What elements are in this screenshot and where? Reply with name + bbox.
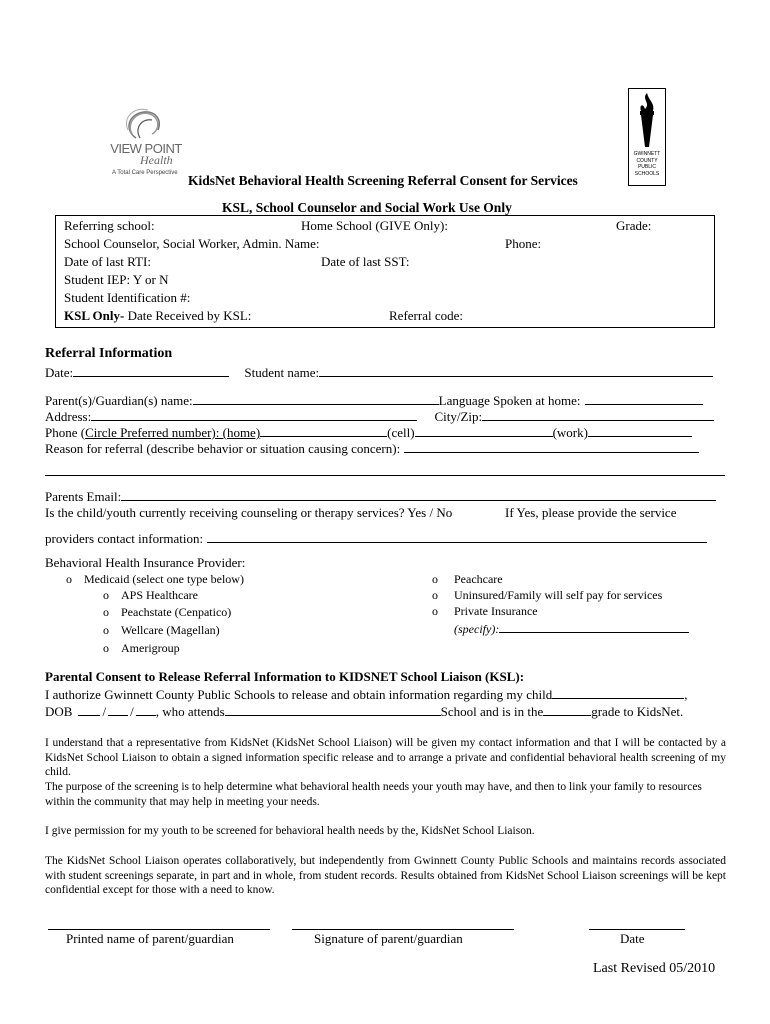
referring-school-label: Referring school: xyxy=(64,218,155,233)
ksl-only-label: KSL Only- xyxy=(64,308,125,323)
student-id-label: Student Identification #: xyxy=(64,290,191,305)
gwinnett-logo xyxy=(628,88,666,186)
consent-paragraph-1: I understand that a representative from KidsNet (KidsNet School Liaison) will be given my contact information and that I will be contacted by a KidsNet School Liaison to obtain a signed information specific release and to arrange a private and confidential behavioral health screening of my child. xyxy=(45,737,726,778)
address-row xyxy=(45,408,770,425)
email-row xyxy=(45,488,770,505)
work-phone-field[interactable] xyxy=(588,424,692,437)
phone-circle-label: Circle Preferred number): (home) xyxy=(85,425,261,440)
option-bullet: o xyxy=(66,572,72,586)
signature-line[interactable] xyxy=(292,929,514,930)
page-subtitle: KSL, School Counselor and Social Work Use Only xyxy=(222,200,512,215)
option-label: Peachstate (Cenpatico) xyxy=(121,605,232,619)
signature-date-label: Date xyxy=(620,931,645,946)
page-title: KidsNet Behavioral Health Screening Referral Consent for Services xyxy=(188,173,578,188)
viewpoint-name: VIEW POINT xyxy=(110,141,182,156)
option-bullet: o xyxy=(103,641,109,655)
viewpoint-tagline: A Total Care Perspective xyxy=(112,170,178,176)
reason-line-2[interactable] xyxy=(45,475,725,476)
date-sst-label: Date of last SST: xyxy=(321,254,410,269)
option-label: Uninsured/Family will self pay for services xyxy=(454,588,663,602)
option-bullet: o xyxy=(432,572,438,586)
consent-heading: Parental Consent to Release Referral Information to KIDSNET School Liaison (KSL): xyxy=(45,669,525,684)
language-field[interactable] xyxy=(585,392,703,405)
counselor-name-label: School Counselor, Social Worker, Admin. Name: xyxy=(64,236,320,251)
if-yes-label: If Yes, please provide the service xyxy=(505,505,677,520)
torch-icon xyxy=(629,89,665,149)
option-bullet: o xyxy=(432,604,438,618)
gwinnett-line: GWINNETT xyxy=(633,151,661,157)
home-phone-field[interactable] xyxy=(260,424,387,437)
referral-code-label: Referral code: xyxy=(389,308,463,323)
child-name-field[interactable] xyxy=(552,686,684,699)
home-school-label: Home School (GIVE Only): xyxy=(301,218,448,233)
signature-label: Signature of parent/guardian xyxy=(314,931,463,946)
last-revised: Last Revised 05/2010 xyxy=(593,961,716,976)
date-signature-line[interactable] xyxy=(589,929,685,930)
authorize-comma: , xyxy=(684,687,688,702)
dob-month-field[interactable] xyxy=(78,703,100,716)
option-label: Medicaid (select one type below) xyxy=(84,572,244,586)
gwinnett-line: COUNTY xyxy=(636,157,658,164)
viewpoint-sub: Health xyxy=(140,153,173,167)
who-attends-label: , who attends xyxy=(155,704,225,719)
specify-field[interactable] xyxy=(499,620,689,633)
guardian-field[interactable] xyxy=(193,392,439,405)
printed-name-label: Printed name of parent/guardian xyxy=(66,931,234,946)
dob-label: DOB xyxy=(45,704,73,719)
date-student-row xyxy=(45,364,770,381)
reason-row xyxy=(45,440,770,457)
city-zip-field[interactable] xyxy=(482,408,714,421)
option-bullet: o xyxy=(103,623,109,637)
providers-field[interactable] xyxy=(207,530,707,543)
option-aps[interactable] xyxy=(103,588,198,603)
date-received-label: Date Received by KSL: xyxy=(124,308,252,323)
language-label: Language Spoken at home: xyxy=(438,393,581,408)
gwinnett-text xyxy=(629,151,665,177)
providers-label: providers contact information: xyxy=(45,531,204,546)
providers-row xyxy=(45,530,770,547)
guardian-label: Parent(s)/Guardian(s) name: xyxy=(45,393,193,408)
school-and-label: School and is in the xyxy=(440,704,544,719)
dob-slash: / xyxy=(130,704,134,719)
viewpoint-logo xyxy=(106,108,186,182)
ksl-use-box xyxy=(55,215,715,328)
referral-info-heading: Referral Information xyxy=(45,346,173,361)
option-peachcare[interactable] xyxy=(432,572,503,587)
counseling-question: Is the child/youth currently receiving counseling or therapy services? Yes / No xyxy=(45,505,453,520)
consent-paragraph-4: The KidsNet School Liaison operates collaboratively, but independently from Gwinnett County Public Schools and maintains records associated with student screenings separate, in part and in whole, from student records. Results obtained from KidsNet School Liaison screenings will be kept confidential except for those with a need to know. xyxy=(45,855,726,896)
city-zip-label: City/Zip: xyxy=(434,409,483,424)
phone-row xyxy=(45,424,770,441)
gwinnett-line: SCHOOLS xyxy=(634,170,660,177)
option-bullet: o xyxy=(103,605,109,619)
option-uninsured[interactable] xyxy=(432,588,662,603)
grade-field[interactable] xyxy=(543,703,591,716)
option-label: Wellcare (Magellan) xyxy=(121,623,220,637)
specify-row xyxy=(454,620,689,637)
option-label: APS Healthcare xyxy=(121,588,198,602)
student-iep-label: Student IEP: Y or N xyxy=(64,272,169,287)
printed-name-line[interactable] xyxy=(48,929,270,930)
date-label: Date: xyxy=(45,365,74,380)
school-field[interactable] xyxy=(225,703,441,716)
work-label: (work) xyxy=(552,425,588,440)
specify-label: (specify): xyxy=(454,622,500,636)
authorize-text: I authorize Gwinnett County Public Schools to release and obtain information regarding my child xyxy=(45,687,553,702)
authorize-row xyxy=(45,686,770,703)
option-label: Amerigroup xyxy=(121,641,180,655)
date-field[interactable] xyxy=(73,364,229,377)
gwinnett-line: PUBLIC xyxy=(637,164,657,170)
student-name-field[interactable] xyxy=(319,364,713,377)
address-label: Address: xyxy=(45,409,92,424)
insurance-label: Behavioral Health Insurance Provider: xyxy=(45,555,246,570)
student-name-label: Student name: xyxy=(244,365,320,380)
consent-paragraph-3: I give permission for my youth to be screened for behavioral health needs by the, KidsNet School Liaison. xyxy=(45,825,535,837)
option-private[interactable] xyxy=(432,604,538,619)
ksl-phone-label: Phone: xyxy=(505,236,542,251)
reason-label: Reason for referral (describe behavior or situation causing concern): xyxy=(45,441,401,456)
date-rti-label: Date of last RTI: xyxy=(64,254,151,269)
option-wellcare[interactable] xyxy=(103,623,220,638)
email-field[interactable] xyxy=(121,488,716,501)
consent-paragraph-2: The purpose of the screening is to help determine what behavioral health needs your youth may have, and then to link your family to resources within the community that may help in meeting your needs. xyxy=(45,781,702,808)
option-peachstate[interactable] xyxy=(103,605,231,620)
option-label: Private Insurance xyxy=(454,604,538,618)
email-label: Parents Email: xyxy=(45,489,122,504)
dob-slash: / xyxy=(102,704,107,719)
dob-year-field[interactable] xyxy=(136,703,156,716)
cell-label: (cell) xyxy=(387,425,415,440)
option-amerigroup[interactable] xyxy=(103,641,180,656)
cell-phone-field[interactable] xyxy=(415,424,553,437)
option-label: Peachcare xyxy=(454,572,503,586)
option-medicaid[interactable] xyxy=(66,572,244,587)
option-bullet: o xyxy=(103,588,109,602)
reason-field[interactable] xyxy=(404,440,699,453)
dob-day-field[interactable] xyxy=(108,703,128,716)
phone-label: Phone ( xyxy=(45,425,86,440)
grade-label: Grade: xyxy=(616,218,652,233)
guardian-row xyxy=(45,392,770,409)
dob-row xyxy=(45,703,770,720)
address-field[interactable] xyxy=(91,408,417,421)
grade-to-label: grade to KidsNet. xyxy=(591,704,684,719)
option-bullet: o xyxy=(432,588,438,602)
